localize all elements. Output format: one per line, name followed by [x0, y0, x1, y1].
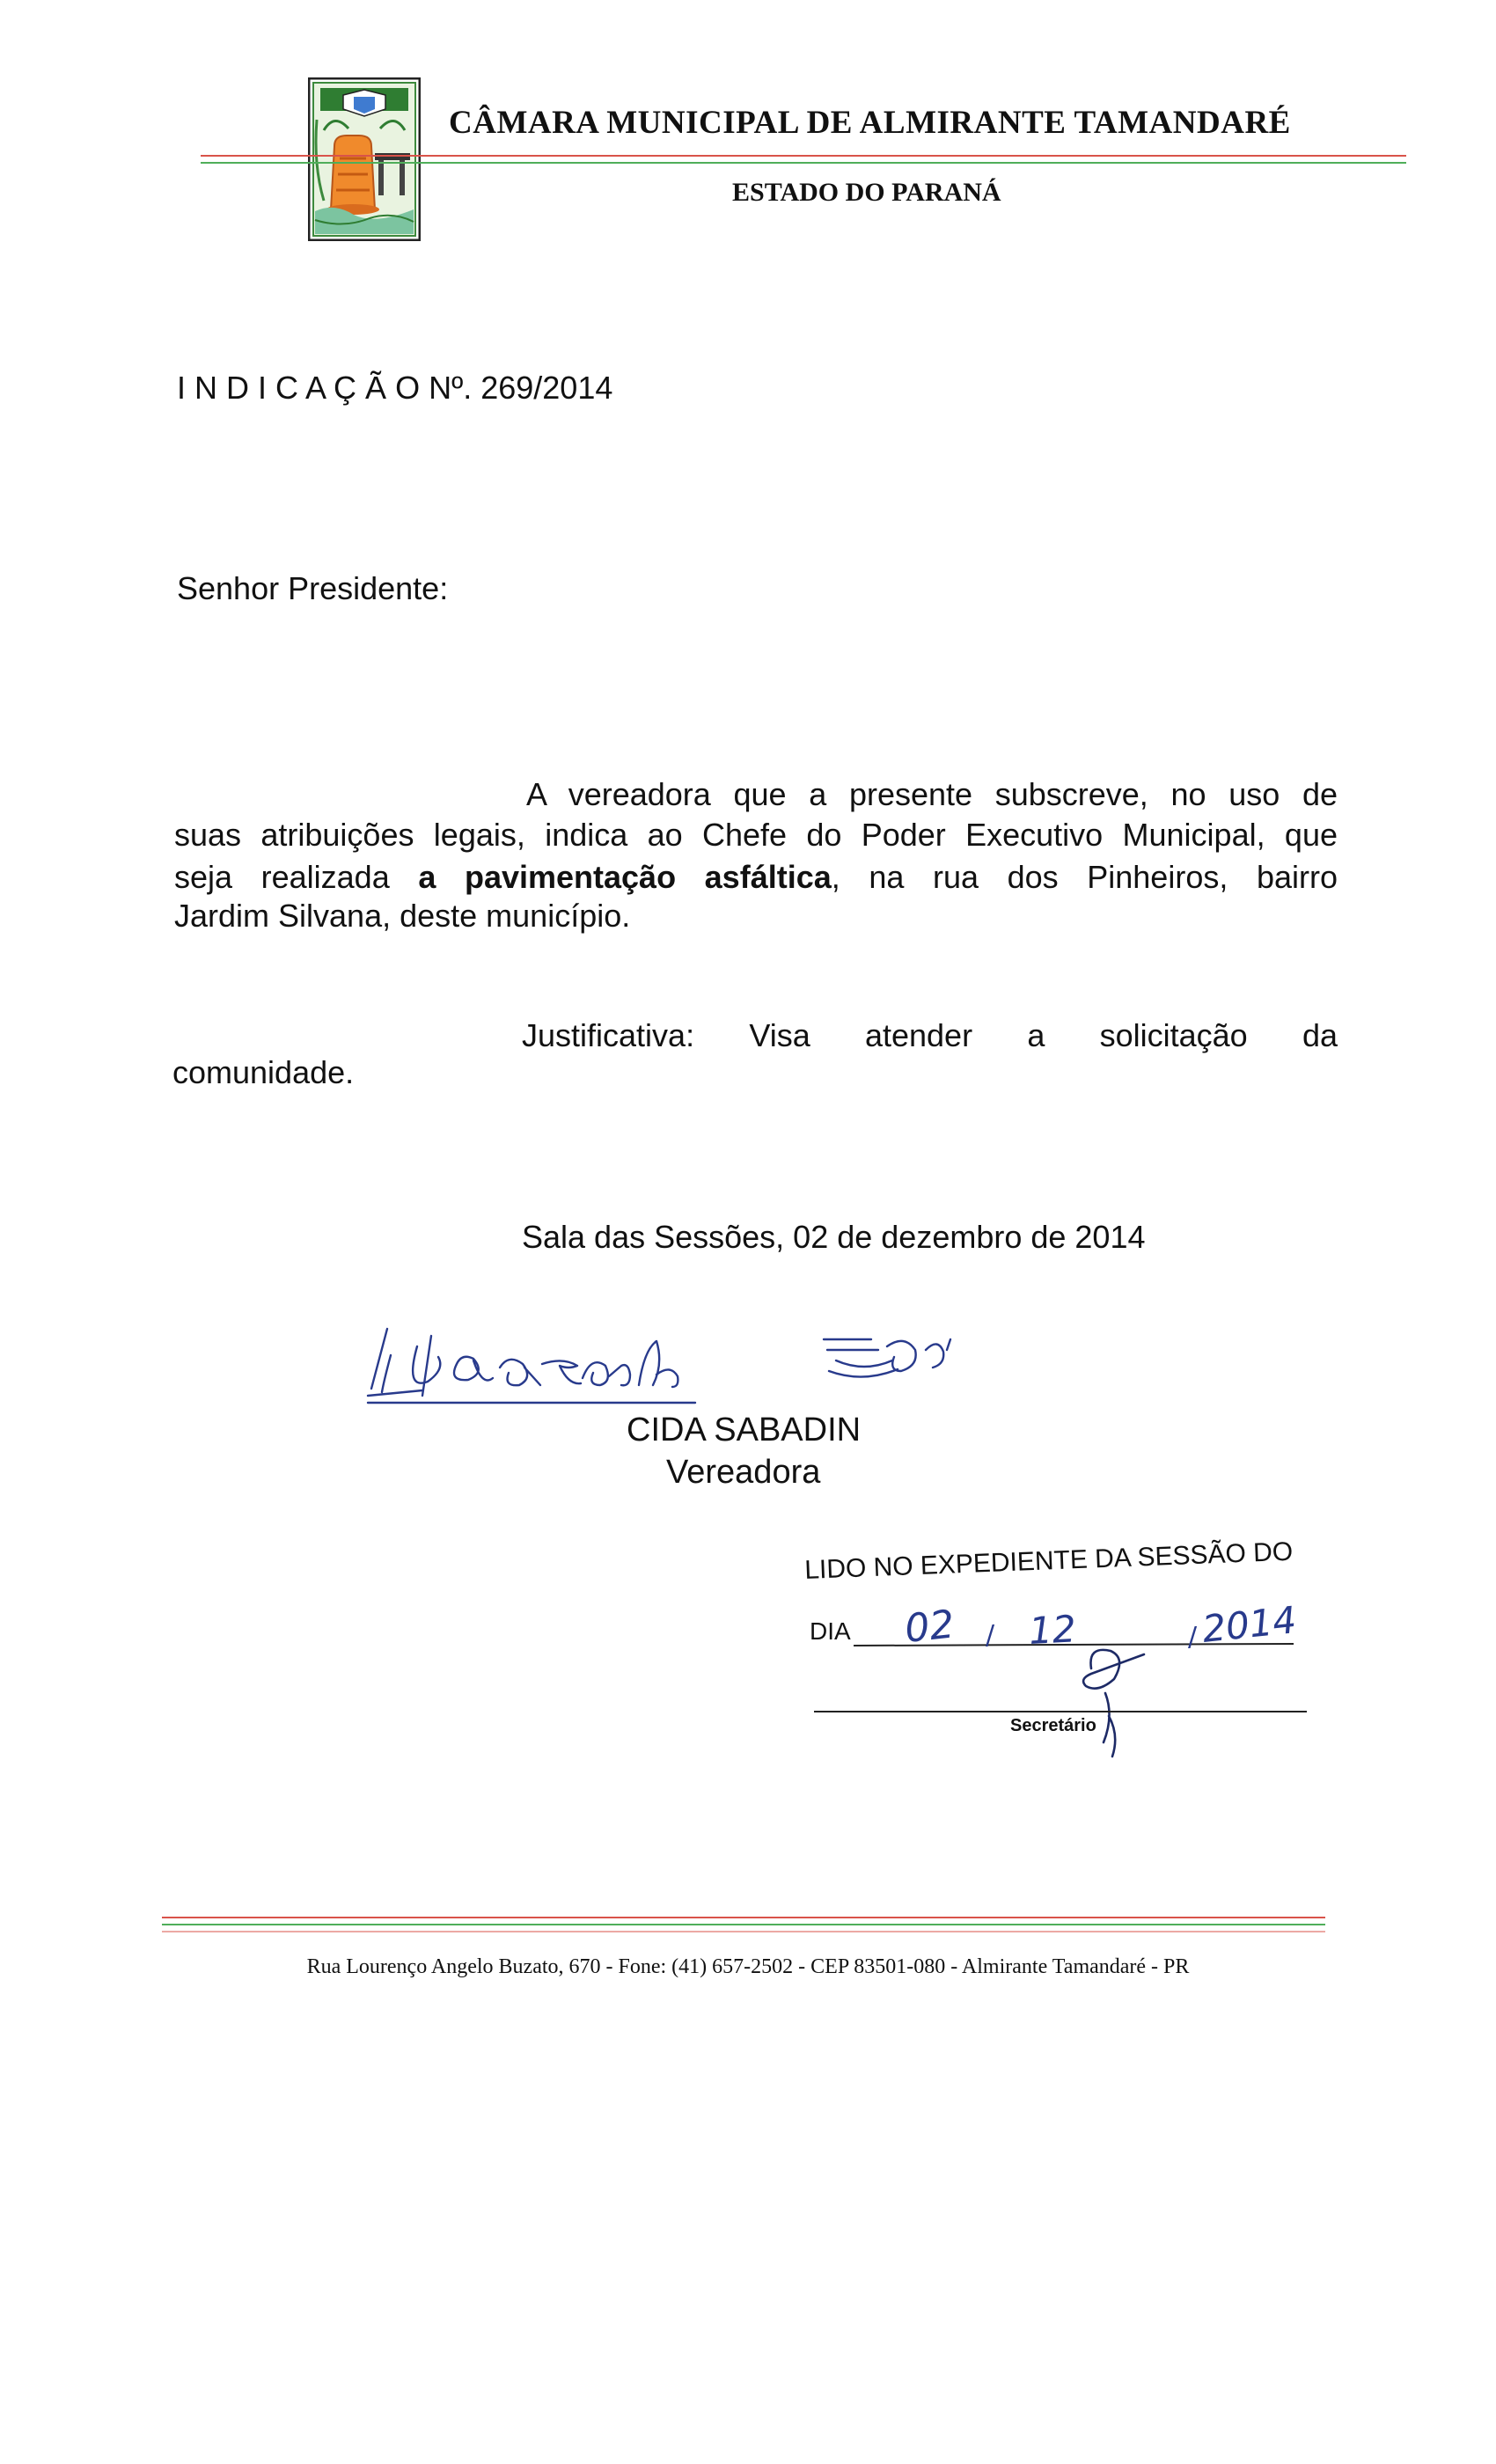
emphasis-asphalt-paving: a pavimentação asfáltica — [418, 859, 832, 895]
header-rule-green — [201, 162, 1406, 164]
state-name: ESTADO DO PARANÁ — [732, 178, 1001, 207]
svg-text:/: / — [986, 1620, 995, 1651]
indicacao-title: I N D I C A Ç Ã O Nº. 269/2014 — [177, 370, 613, 406]
secretary-signature — [1056, 1637, 1179, 1760]
justification-word: solicitação — [1099, 1017, 1248, 1053]
footer-rule-red-2 — [162, 1931, 1325, 1932]
header-rule-red — [201, 155, 1406, 157]
body-line-3 — [174, 859, 1338, 896]
stamp-month: 12 — [1027, 1607, 1077, 1653]
place-and-date: Sala das Sessões, 02 de dezembro de 2014 — [522, 1219, 1146, 1255]
stamp-secretary-label: Secretário — [1010, 1716, 1096, 1735]
body-line-3-pre: seja realizada — [174, 859, 390, 895]
body-line-2: suas atribuições legais, indica ao Chefe do Poder Executivo Municipal, que — [174, 817, 1338, 853]
organization-name: CÂMARA MUNICIPAL DE ALMIRANTE TAMANDARÉ — [449, 105, 1291, 141]
footer-rule-red — [162, 1917, 1325, 1918]
justification-line — [522, 1017, 1338, 1054]
stamp-day-label: DIA — [810, 1617, 851, 1645]
body-line-1: A vereadora que a presente subscreve, no uso de — [526, 776, 1338, 812]
justification-label: Justificativa: — [522, 1017, 695, 1053]
body-line-4: Jardim Silvana, deste município. — [174, 898, 631, 934]
councilwoman-signature — [361, 1311, 801, 1417]
body-line-3-post: , na rua dos Pinheiros, bairro — [831, 859, 1338, 895]
footer-address: Rua Lourenço Angelo Buzato, 670 - Fone: (41) 657-2502 - CEP 83501-080 - Almirante Tamandaré - PR — [306, 1955, 1190, 1978]
secondary-signature — [810, 1320, 1003, 1399]
signer-name: CIDA SABADIN — [627, 1412, 862, 1448]
justification-word: a — [1027, 1017, 1045, 1053]
signer-role: Vereadora — [666, 1454, 821, 1491]
stamp-day: 02 — [902, 1602, 957, 1652]
justification-word: da — [1302, 1017, 1338, 1053]
municipal-crest-icon — [308, 77, 421, 241]
justification-continuation: comunidade. — [172, 1054, 355, 1090]
svg-text:/: / — [1188, 1622, 1198, 1653]
stamp-year: 2014 — [1199, 1598, 1299, 1651]
stamp-signature-line — [814, 1711, 1307, 1712]
footer-rule-green — [162, 1924, 1325, 1925]
justification-word: Visa — [749, 1017, 810, 1053]
stamp-title: LIDO NO EXPEDIENTE DA SESSÃO DO — [803, 1536, 1294, 1586]
justification-word: atender — [864, 1017, 973, 1053]
salutation: Senhor Presidente: — [177, 570, 449, 606]
